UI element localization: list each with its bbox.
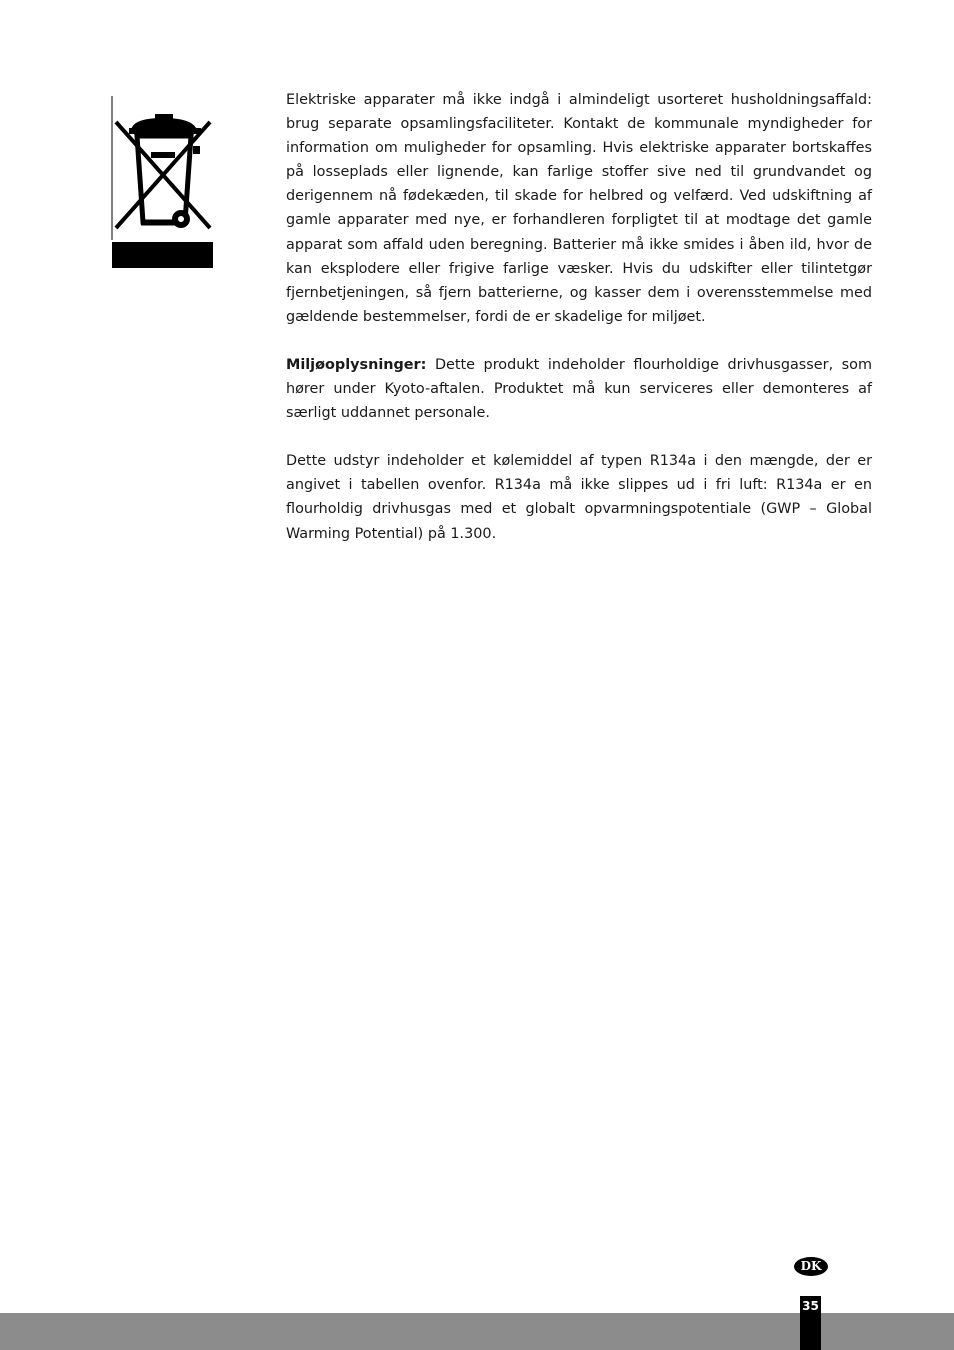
- environment-text: Dette produkt indeholder flourholdige drivhusgasser, som hører under Kyoto-aftalen. Produktet må kun serviceres eller demonteres af særligt uddannet personale.: [286, 356, 872, 422]
- disposal-text-section: [286, 88, 872, 570]
- refrigerant-paragraph: Dette udstyr indeholder et kølemiddel af typen R134a i den mængde, der er angivet i tabellen ovenfor. R134a må ikke slippes ud i fri luft: R134a er en flourholdig drivhusgas med et globalt opvarmningspotentiale (GWP – Global Warming Potential) på 1.300.: [286, 453, 872, 542]
- language-badge: DK: [794, 1257, 828, 1276]
- disposal-paragraph: Elektriske apparater må ikke indgå i almindeligt usorteret husholdningsaffald: brug separate opsamlingsfaciliteter. Kontakt de kommunale myndigheder for information om muligheder for opsamling. Hvis elektriske apparater bortskaffes på losseplads eller lignende, kan farlige stoffer sive ned til grundvandet og derigennem nå fødekæden, til skade for helbred og velfærd. Ved udskiftning af gamle apparater med nye, er forhandleren forpligtet til at modtage det gamle apparat som affald uden beregning. Batterier må ikke smides i åben ild, hvor de kan eksplodere eller frigive farlige væsker. Hvis du udskifter eller tilintetgør fjernbetjeningen, så fjern batterierne, og kasser dem i overensstemmelse med gældende bestemmelser, fordi de er skadelige for miljøet.: [286, 92, 872, 325]
- environment-lead: Miljøoplysninger:: [286, 356, 427, 373]
- page-number: 35: [800, 1296, 821, 1350]
- environment-paragraph: [286, 353, 872, 425]
- crossed-out-wheelie-bin-icon: [111, 96, 213, 268]
